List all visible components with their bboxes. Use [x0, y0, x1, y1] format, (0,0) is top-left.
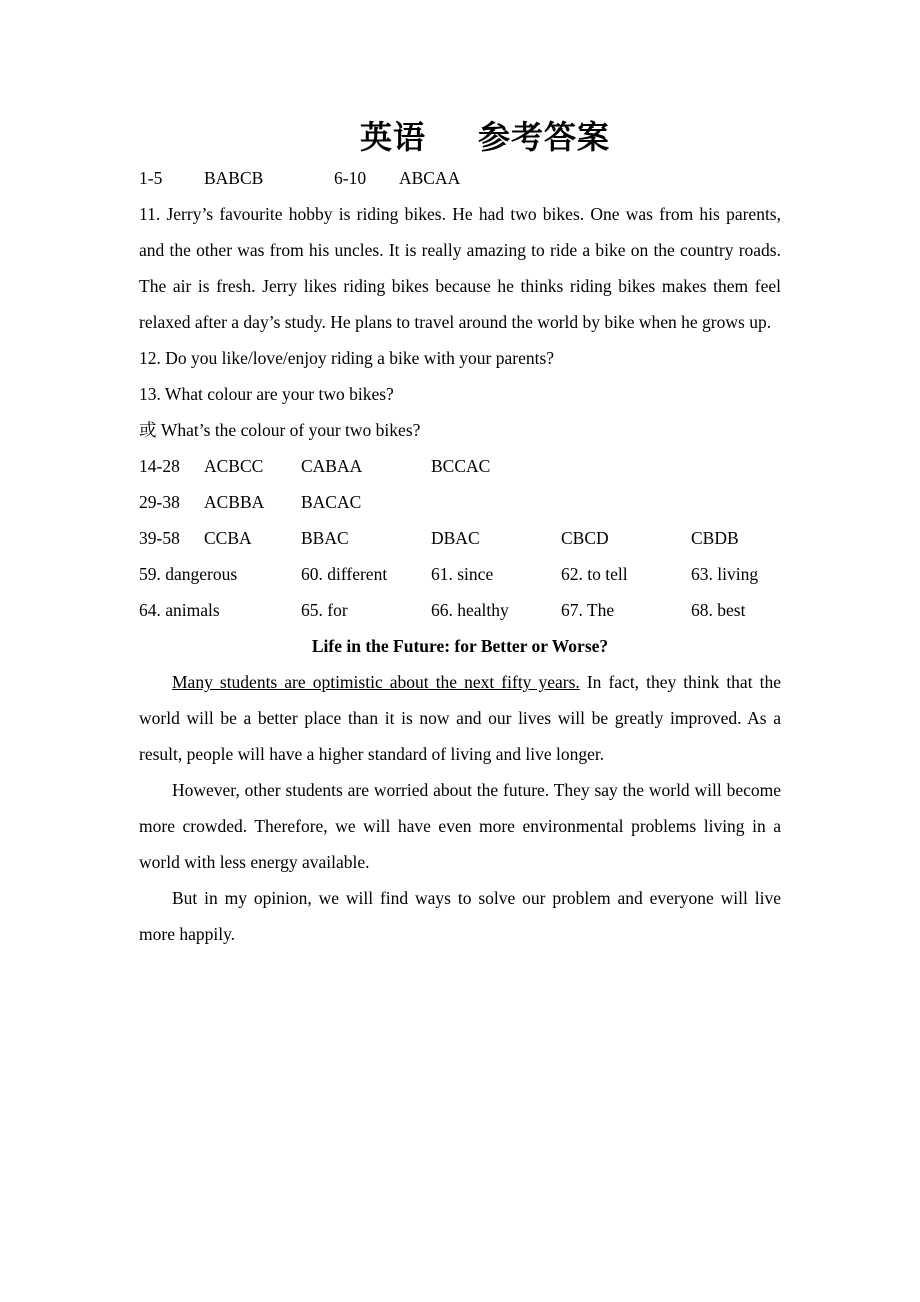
answer-11: 11. Jerry’s favourite hobby is riding bikes. He had two bikes. One was from his parents, and the other was from his uncles. It is really amazing to ride a bike on the country roads. The air is fresh. Jerry likes riding bikes because he thinks riding bikes makes them feel relaxed after a day’s study. He plans to travel around the world by bike when he grows up. [139, 204, 781, 332]
word-answer: 59. dangerous [139, 564, 238, 584]
answer-group: CCBA [204, 528, 252, 548]
answer-group: BBAC [301, 528, 349, 548]
word-answer: 60. different [301, 564, 388, 584]
answer-row [139, 484, 781, 520]
range-label: 14-28 [139, 456, 180, 476]
paragraph-text: In fact, they think that the world will be a better place than it is now and our lives will be greatly improved. As a result, people will have a higher standard of living and live longer. [139, 672, 781, 764]
range-label: 29-38 [139, 492, 180, 512]
page-title [0, 112, 920, 158]
answer-group: BABCB [204, 168, 264, 188]
word-answer: 64. animals [139, 600, 220, 620]
word-row [139, 592, 781, 628]
underlined-topic-sentence: Many students are optimistic about the next fifty years. [172, 672, 580, 692]
answer-group: DBAC [431, 528, 480, 548]
word-answer: 68. best [691, 600, 746, 620]
title-subject: 英语 [359, 118, 426, 156]
answer-group: ABCAA [399, 168, 461, 188]
answer-group: CBCD [561, 528, 609, 548]
word-answer: 67. The [561, 600, 615, 620]
answer-group: ACBBA [204, 492, 265, 512]
title-answers: 参考答案 [478, 118, 611, 156]
range-label: 6-10 [334, 168, 367, 188]
answer-group: CABAA [301, 456, 363, 476]
word-row [139, 556, 781, 592]
range-label: 39-58 [139, 528, 180, 548]
word-answer: 65. for [301, 600, 348, 620]
word-answer: 61. since [431, 564, 494, 584]
range-label: 1-5 [139, 168, 163, 188]
essay-paragraph: But in my opinion, we will find ways to solve our problem and everyone will live more happily. [139, 888, 781, 944]
essay-paragraph: However, other students are worried about the future. They say the world will become more crowded. Therefore, we will have even more environmental problems living in a world with less energy available. [139, 780, 781, 872]
word-answer: 66. healthy [431, 600, 509, 620]
word-answer: 63. living [691, 564, 759, 584]
answer-content [139, 160, 781, 952]
answer-group: BCCAC [431, 456, 491, 476]
answer-row [139, 520, 781, 556]
answer-12: 12. Do you like/love/enjoy riding a bike with your parents? [139, 348, 555, 368]
answers-1-10 [139, 160, 781, 196]
answer-group: BACAC [301, 492, 362, 512]
essay-title: Life in the Future: for Better or Worse? [311, 636, 609, 656]
essay-paragraph [139, 664, 781, 772]
answer-13: 13. What colour are your two bikes? [139, 384, 394, 404]
answer-group: CBDB [691, 528, 739, 548]
answer-row [139, 448, 781, 484]
answer-group: ACBCC [204, 456, 264, 476]
answer-13-alt: 或 What’s the colour of your two bikes? [139, 420, 421, 440]
word-answer: 62. to tell [561, 564, 628, 584]
